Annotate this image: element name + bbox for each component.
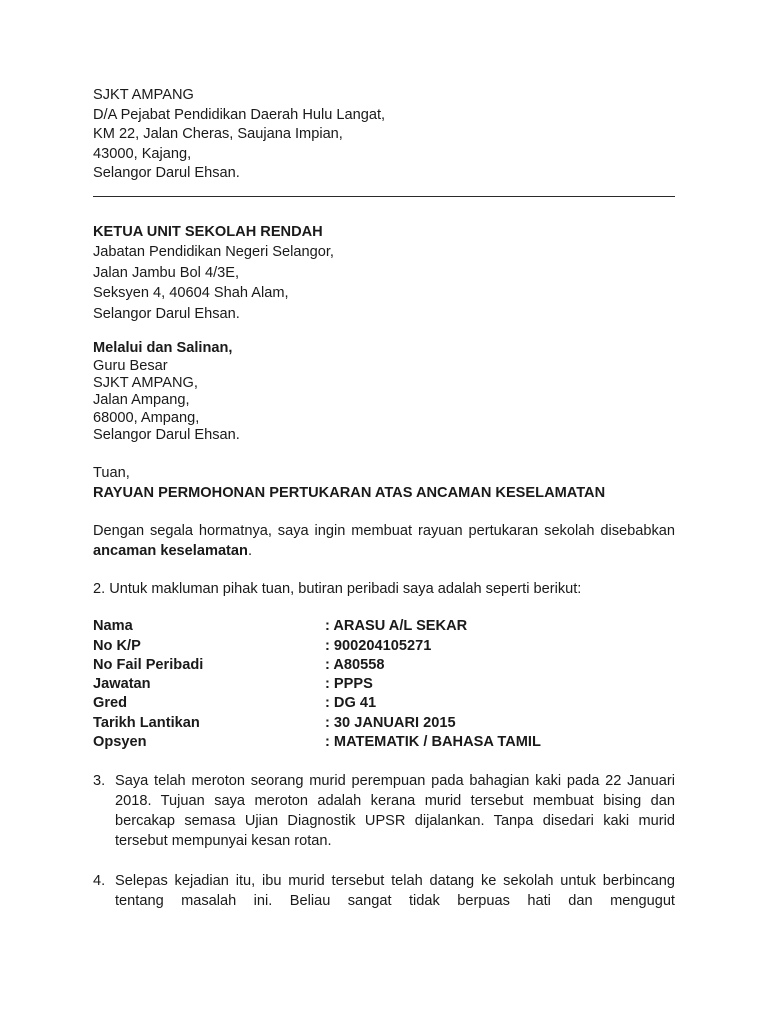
via-line: Jalan Ampang,	[93, 392, 190, 409]
details-label: No K/P	[93, 637, 141, 654]
details-value: : DG 41	[325, 695, 377, 712]
salutation: Tuan,	[93, 465, 130, 482]
via-line: 68000, Ampang,	[93, 409, 200, 426]
paragraph-text: Saya telah meroton seorang murid perempuan pada bahagian kaki pada 22 Januari 2018. Tujuan saya meroton adalah kerana murid tersebut membuat bising dan bercakap semasa Ujian Diagnostik UPSR dijalankan. Tanpa disedari kaki murid tersebut mempunyai kesan rotan.	[115, 773, 675, 850]
letter-subject: RAYUAN PERMOHONAN PERTUKARAN ATAS ANCAMAN KESELAMATAN	[93, 485, 606, 502]
via-address	[93, 340, 675, 444]
header-divider	[93, 196, 675, 197]
sender-line: 43000, Kajang,	[93, 145, 192, 162]
details-label: Jawatan	[93, 676, 151, 693]
via-line: Selangor Darul Ehsan.	[93, 426, 240, 443]
via-title: Melalui dan Salinan,	[93, 340, 233, 357]
details-row	[93, 675, 541, 694]
paragraph-text: Selepas kejadian itu, ibu murid tersebut telah datang ke sekolah untuk berbincang tentang masalah ini. Beliau sangat tidak berpuas hati dan mengugut	[115, 873, 675, 910]
paragraph-number: 4.	[93, 873, 106, 890]
opening-paragraph	[93, 521, 675, 561]
recipient-line: Jalan Jambu Bol 4/3E,	[93, 264, 240, 281]
sender-line: SJKT AMPANG	[93, 87, 194, 103]
details-value: : A80558	[325, 656, 385, 673]
sender-address	[93, 86, 675, 184]
details-row	[93, 617, 541, 636]
details-value: : PPPS	[325, 676, 373, 693]
details-row	[93, 694, 541, 713]
sender-line: Selangor Darul Ehsan.	[93, 165, 240, 182]
recipient-title: KETUA UNIT SEKOLAH RENDAH	[93, 223, 323, 240]
details-value: : 30 JANUARI 2015	[325, 714, 456, 731]
paragraph-two: 2. Untuk makluman pihak tuan, butiran peribadi saya adalah seperti berikut:	[93, 581, 582, 598]
details-row	[93, 714, 541, 733]
details-row	[93, 733, 541, 752]
details-label: Opsyen	[93, 734, 147, 751]
details-label: Gred	[93, 695, 128, 712]
details-value: : ARASU A/L SEKAR	[325, 618, 468, 635]
details-row	[93, 656, 541, 675]
letter-body	[93, 86, 675, 911]
opening-text-end: .	[247, 543, 253, 560]
sender-line: D/A Pejabat Pendidikan Daerah Hulu Langat,	[93, 106, 386, 123]
personal-details-table	[93, 617, 541, 752]
sender-line: KM 22, Jalan Cheras, Saujana Impian,	[93, 126, 343, 143]
recipient-line: Selangor Darul Ehsan.	[93, 305, 240, 322]
details-value: : MATEMATIK / BAHASA TAMIL	[325, 734, 541, 751]
details-row	[93, 637, 541, 656]
paragraph-number: 3.	[93, 773, 106, 790]
recipient-address	[93, 222, 675, 325]
details-label: Tarikh Lantikan	[93, 714, 200, 731]
paragraph-three	[93, 771, 675, 851]
details-value: : 900204105271	[325, 637, 432, 654]
details-label: Nama	[93, 618, 133, 635]
opening-emphasis: ancaman keselamatan	[93, 543, 248, 560]
paragraph-four	[93, 871, 675, 911]
via-line: Guru Besar	[93, 357, 168, 374]
recipient-line: Jabatan Pendidikan Negeri Selangor,	[93, 244, 334, 261]
details-label: No Fail Peribadi	[93, 656, 204, 673]
via-line: SJKT AMPANG,	[93, 375, 198, 392]
opening-text: Dengan segala hormatnya, saya ingin membuat rayuan pertukaran sekolah disebabkan	[93, 523, 675, 540]
recipient-line: Seksyen 4, 40604 Shah Alam,	[93, 285, 289, 302]
